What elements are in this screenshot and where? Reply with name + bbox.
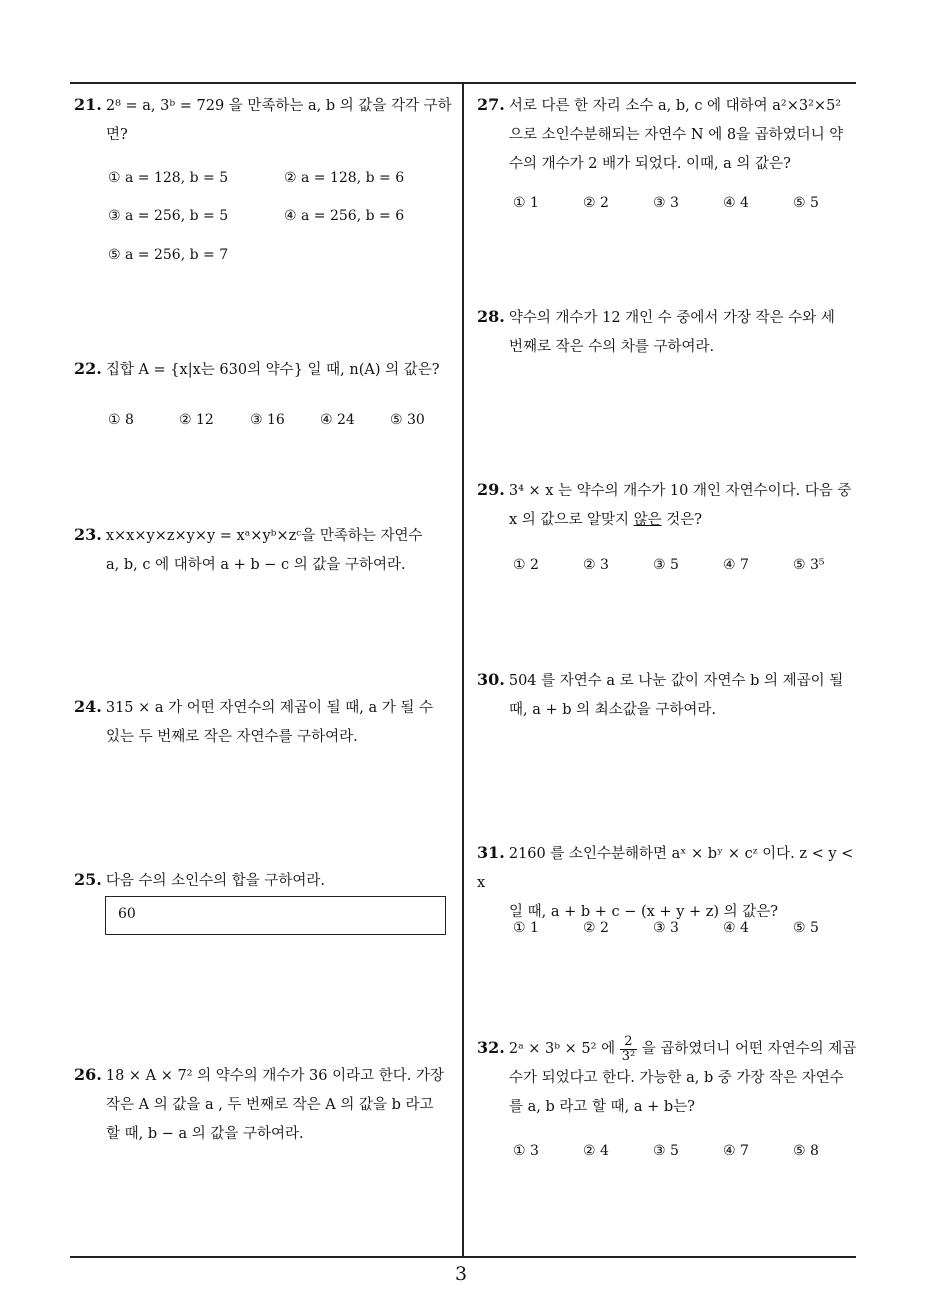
question-text-part: 2ᵃ × 3ᵇ × 5² 에 [508,1041,616,1057]
question-text: 다음 수의 소인수의 합을 구하여라. [105,873,325,889]
question-text-continued: 작은 A 의 값을 a , 두 번째로 작은 A 의 값을 b 라고 [106,1097,434,1113]
question-number: 31. [477,843,505,862]
question-number: 23. [74,525,102,544]
option-3[interactable]: ③ 16 [250,412,285,428]
option-3[interactable]: ③ 5 [653,557,679,573]
question-32 [477,1033,862,1122]
question-text: 2160 를 소인수분해하면 aˣ × bʸ × cᶻ 이다. z < y < x [477,846,854,891]
question-text: 18 × A × 7² 의 약수의 개수가 36 이라고 한다. 가장 [105,1068,444,1084]
question-number: 21. [74,95,102,114]
question-text-part: 을 곱하였더니 어떤 자연수의 제곱 [641,1041,857,1057]
question-29 [477,475,862,535]
question-text-continued: a, b, c 에 대하여 a + b − c 의 값을 구하여라. [106,557,406,573]
option-5[interactable]: ⑤ 8 [793,1143,819,1159]
question-text: 서로 다른 한 자리 소수 a, b, c 에 대하여 a²×3²×5² [508,98,842,114]
question-text-continued: 때, a + b 의 최소값을 구하여라. [509,702,717,718]
question-text-continued: 면? [106,127,128,143]
question-text-part: 것은? [661,512,703,528]
option-5[interactable]: ⑤ a = 256, b = 7 [108,247,229,263]
fraction-numerator: 2 [620,1035,637,1050]
question-22 [74,354,458,385]
option-2[interactable]: ② 12 [179,412,214,428]
question-number: 22. [74,359,102,378]
option-2[interactable]: ② 3 [583,557,609,573]
question-30 [477,665,862,725]
option-4[interactable]: ④ a = 256, b = 6 [284,208,405,224]
question-text-continued: 일 때, a + b + c − (x + y + z) 의 값은? [509,904,779,920]
question-text: 집합 A = {x|x는 630의 약수} 일 때, n(A) 의 값은? [105,362,440,378]
option-1[interactable]: ① 8 [108,412,134,428]
question-text-continued: 으로 소인수분해되는 자연수 N 에 8을 곱하였더니 약 [509,127,844,143]
option-2[interactable]: ② 2 [583,920,609,936]
option-4[interactable]: ④ 7 [723,1143,749,1159]
question-text-continued: 수가 되었다고 한다. 가능한 a, b 중 가장 작은 자연수 [509,1070,844,1086]
question-number: 25. [74,870,102,889]
question-text: 315 × a 가 어떤 자연수의 제곱이 될 때, a 가 될 수 [105,700,433,716]
question-text: 2⁸ = a, 3ᵇ = 729 을 만족하는 a, b 의 값을 각각 구하 [105,98,452,114]
question-number: 28. [477,307,505,326]
option-4[interactable]: ④ 4 [723,920,749,936]
question-25 [74,865,458,896]
bottom-rule [70,1256,856,1258]
question-text-continued [477,506,862,535]
question-text-continued: 번째로 작은 수의 차를 구하여라. [509,339,715,355]
option-4[interactable]: ④ 7 [723,557,749,573]
fraction [620,1035,637,1064]
option-1[interactable]: ① 2 [513,557,539,573]
option-5[interactable]: ⑤ 5 [793,195,819,211]
option-5[interactable]: ⑤ 5 [793,920,819,936]
question-number: 24. [74,697,102,716]
question-31 [477,838,862,927]
option-1[interactable]: ① a = 128, b = 5 [108,170,229,186]
question-text: x×x×y×z×y×y = xᵃ×yᵇ×zᶜ을 만족하는 자연수 [105,528,423,544]
question-number: 30. [477,670,505,689]
option-5[interactable]: ⑤ 30 [390,412,425,428]
option-1[interactable]: ① 1 [513,920,539,936]
question-text: 약수의 개수가 12 개인 수 중에서 가장 작은 수와 세 [508,310,835,326]
option-3[interactable]: ③ 3 [653,195,679,211]
question-number: 29. [477,480,505,499]
option-3[interactable]: ③ 5 [653,1143,679,1159]
option-1[interactable]: ① 1 [513,195,539,211]
option-3[interactable]: ③ 3 [653,920,679,936]
question-24 [74,692,458,752]
option-2[interactable]: ② 2 [583,195,609,211]
option-4[interactable]: ④ 4 [723,195,749,211]
option-5[interactable]: ⑤ 3⁵ [793,557,825,573]
given-number: 60 [118,906,136,922]
page-number: 3 [455,1263,468,1285]
option-4[interactable]: ④ 24 [320,412,355,428]
question-text-continued: 수의 개수가 2 배가 되었다. 이때, a 의 값은? [509,156,791,172]
question-number: 32. [477,1038,505,1057]
question-number: 26. [74,1065,102,1084]
question-21 [74,90,458,150]
option-3[interactable]: ③ a = 256, b = 5 [108,208,229,224]
question-text-continued: 있는 두 번째로 작은 자연수를 구하여라. [106,729,358,745]
column-divider [462,82,464,1257]
fraction-denominator: 3² [621,1048,636,1064]
option-1[interactable]: ① 3 [513,1143,539,1159]
question-text: 504 를 자연수 a 로 나눈 값이 자연수 b 의 제곱이 될 [508,673,844,689]
question-text-part: x 의 값으로 알맞지 [509,512,634,528]
question-text-continued: 를 a, b 라고 할 때, a + b는? [509,1099,695,1115]
given-number-box [105,896,446,935]
question-26 [74,1060,458,1149]
question-23 [74,520,458,580]
question-text: 3⁴ × x 는 약수의 개수가 10 개인 자연수이다. 다음 중 [508,483,852,499]
question-27 [477,90,862,179]
question-text-continued: 할 때, b − a 의 값을 구하여라. [106,1126,304,1142]
emphasized-word: 않은 [633,512,662,528]
option-2[interactable]: ② 4 [583,1143,609,1159]
option-2[interactable]: ② a = 128, b = 6 [284,170,405,186]
question-number: 27. [477,95,505,114]
question-28 [477,302,862,362]
